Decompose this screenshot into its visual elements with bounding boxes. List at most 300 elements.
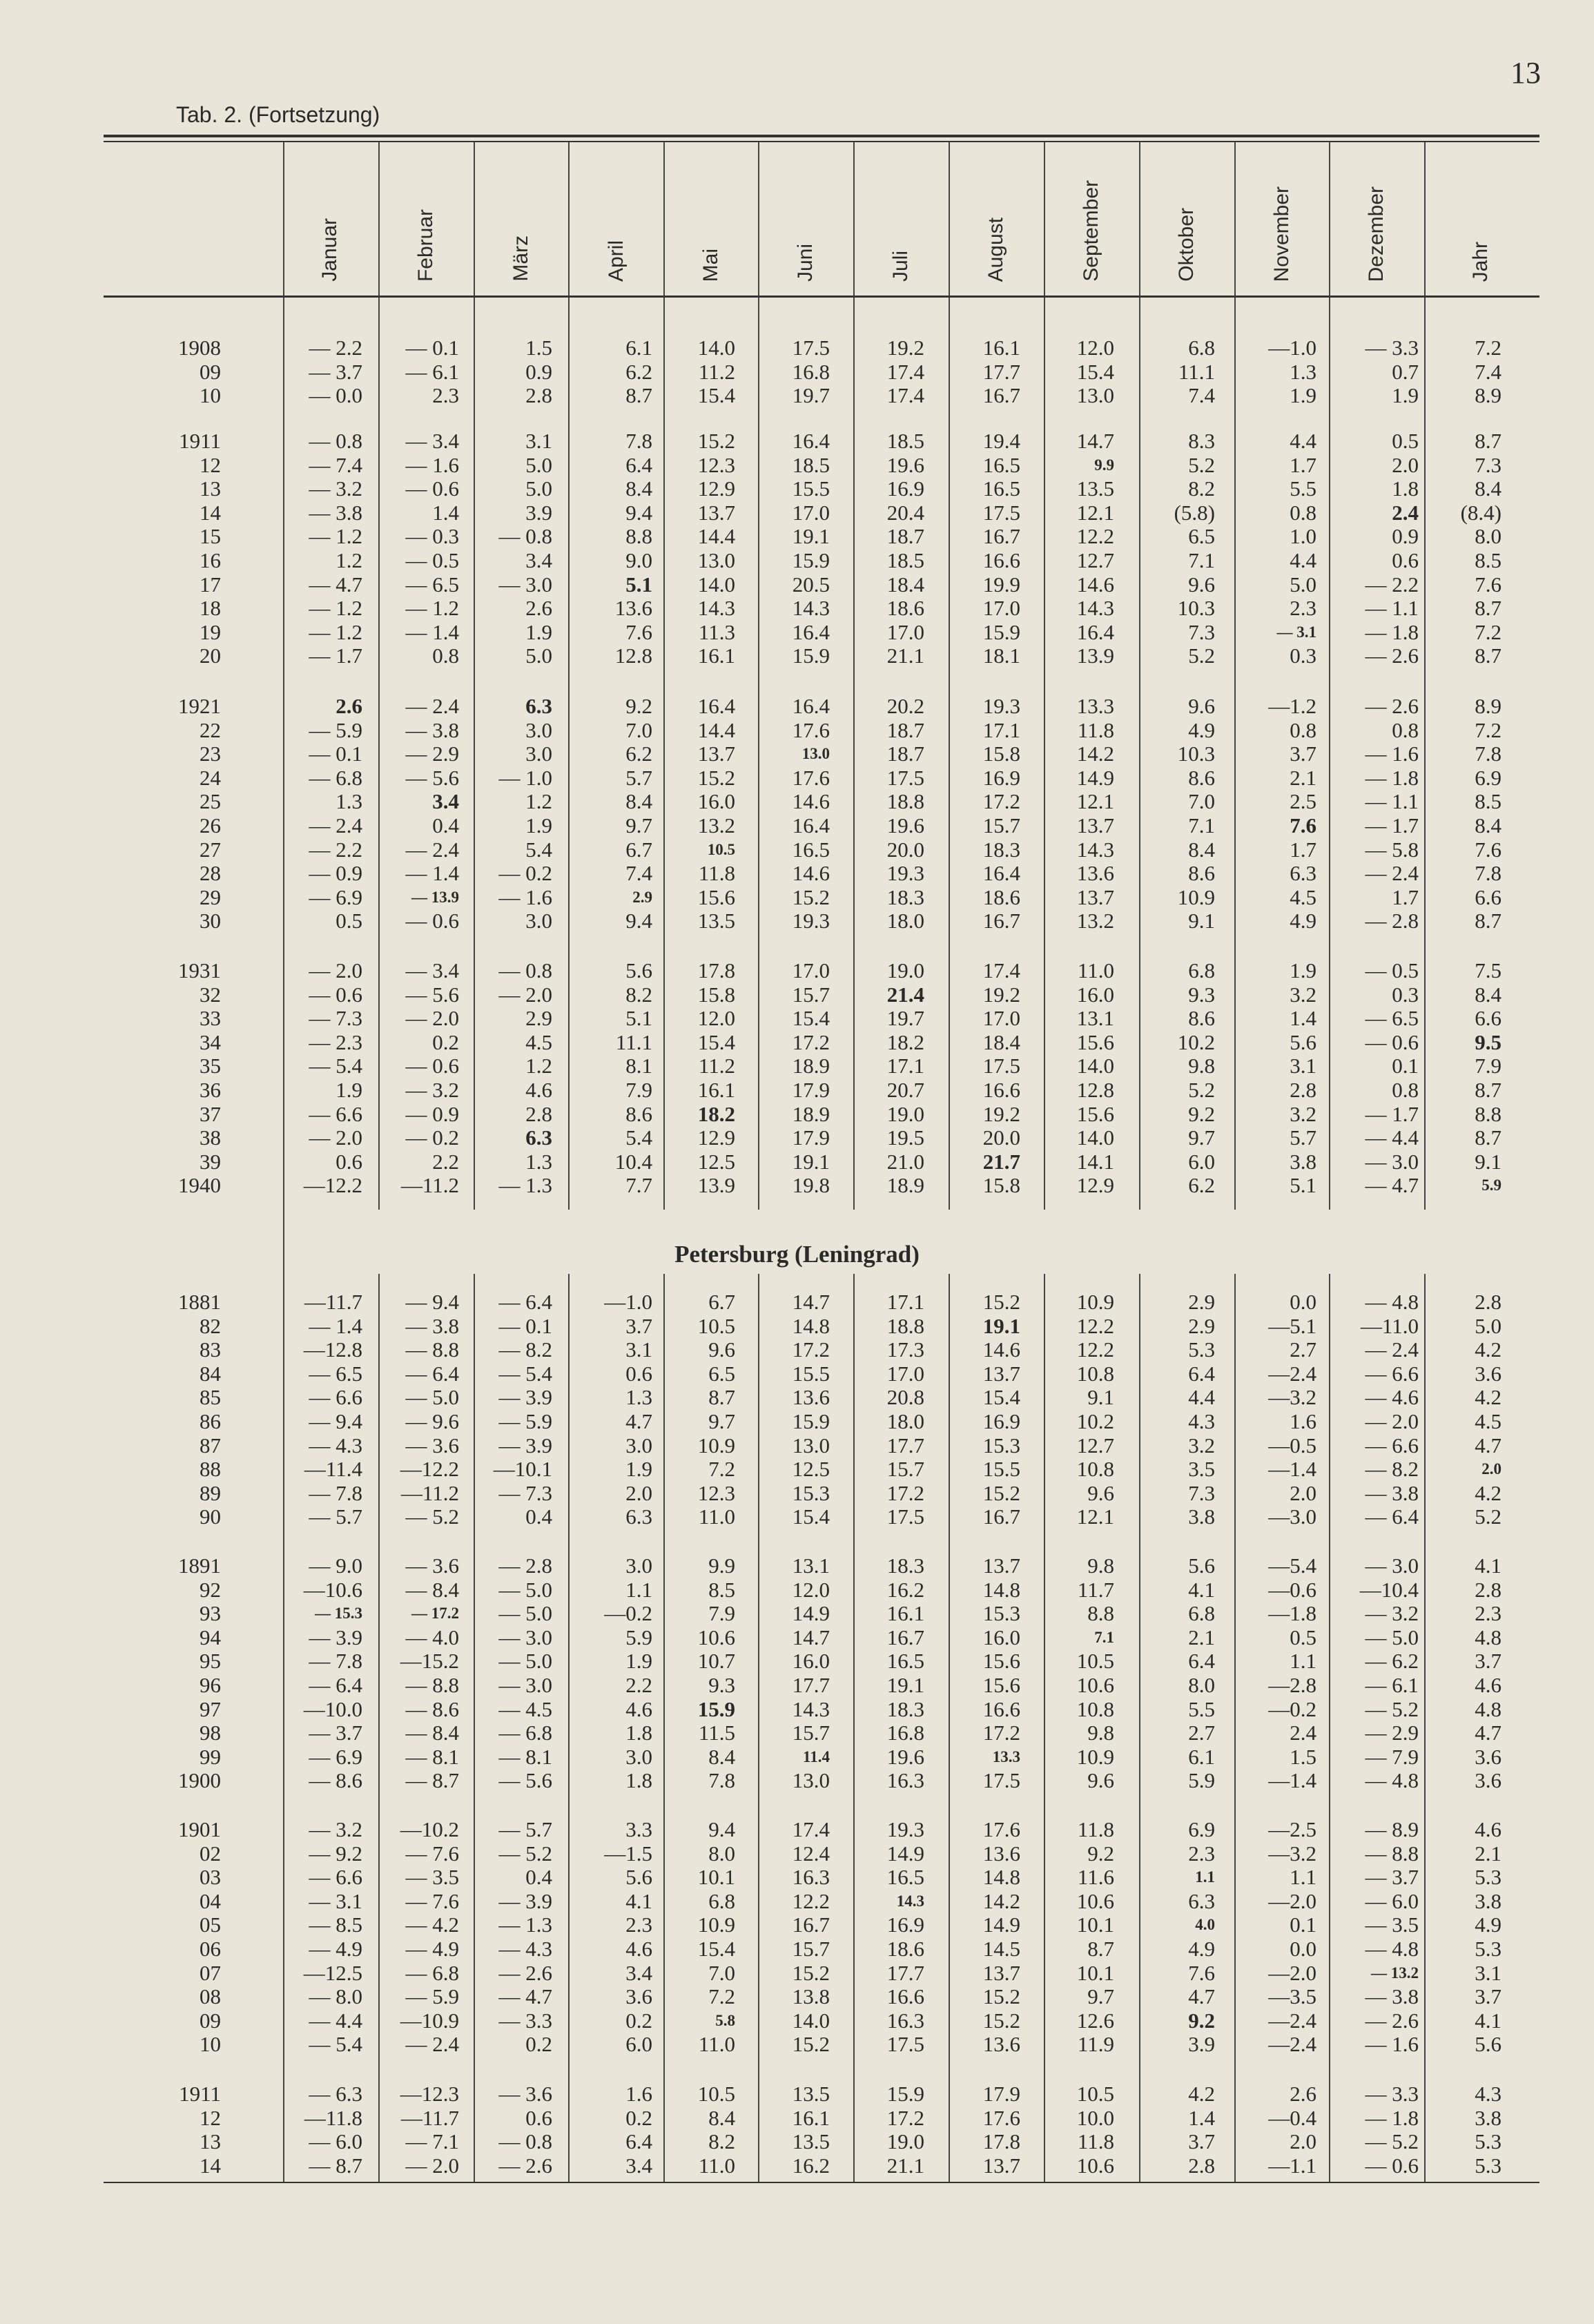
- table-row: [0, 837, 1594, 862]
- table-cell: — 1.8: [1365, 765, 1419, 790]
- table-cell: 3.1: [625, 1337, 652, 1362]
- year-label: 22: [200, 717, 221, 742]
- table-cell: 13.7: [982, 1553, 1020, 1578]
- table-cell: 9.5: [1475, 1029, 1501, 1054]
- table-cell: 15.7: [792, 982, 830, 1007]
- table-cell: 9.8: [1087, 1721, 1114, 1745]
- table-cell: 17.6: [792, 765, 830, 790]
- table-cell: 11.7: [1077, 1577, 1114, 1602]
- table-cell: 12.8: [1076, 1078, 1114, 1102]
- table-cell: 14.3: [1076, 837, 1114, 862]
- table-cell: 8.7: [1475, 596, 1501, 621]
- table-cell: — 6.0: [1365, 1888, 1419, 1913]
- table-row: [0, 1337, 1594, 1362]
- table-cell: 16.7: [982, 909, 1020, 933]
- table-cell: —2.4: [1268, 1361, 1316, 1386]
- table-cell: 5.0: [525, 452, 552, 477]
- table-row: [0, 1150, 1594, 1174]
- year-label: 1901: [178, 1817, 221, 1841]
- header-bottom-rule: [104, 296, 1539, 298]
- table-cell: 10.5: [707, 840, 735, 858]
- table-cell: —5.1: [1268, 1313, 1316, 1338]
- table-cell: 17.8: [697, 958, 735, 982]
- table-row: [0, 982, 1594, 1007]
- table-cell: — 1.3: [498, 1173, 552, 1198]
- table-row: [0, 643, 1594, 668]
- table-cell: — 5.6: [498, 1768, 552, 1793]
- table-cell: 15.4: [697, 383, 735, 408]
- table-cell: 15.9: [792, 548, 830, 572]
- table-cell: 6.2: [625, 742, 652, 766]
- table-cell: — 0.6: [309, 982, 362, 1007]
- year-label: 20: [200, 643, 221, 668]
- table-cell: 7.8: [708, 1768, 735, 1793]
- table-cell: 8.5: [1475, 789, 1501, 814]
- table-row: [0, 1078, 1594, 1102]
- year-label: 1911: [179, 2082, 221, 2106]
- table-cell: 7.6: [1475, 837, 1501, 862]
- table-cell: — 0.5: [1365, 958, 1419, 982]
- table-cell: — 2.4: [405, 2032, 459, 2057]
- table-cell: 7.8: [625, 429, 652, 453]
- table-cell: 17.7: [982, 359, 1020, 384]
- table-cell: — 1.7: [309, 643, 362, 668]
- table-cell: — 3.2: [1365, 1601, 1419, 1626]
- table-cell: 7.0: [625, 717, 652, 742]
- table-cell: 14.7: [792, 1625, 830, 1649]
- table-cell: 10.6: [1076, 2153, 1114, 2178]
- table-cell: 1.9: [625, 1649, 652, 1674]
- table-cell: 11.1: [615, 1029, 652, 1054]
- table-row: [0, 766, 1594, 790]
- table-cell: 8.7: [1087, 1937, 1114, 1961]
- table-cell: 2.4: [1290, 1721, 1316, 1745]
- table-cell: —11.2: [400, 1480, 459, 1505]
- table-cell: 16.9: [886, 476, 924, 501]
- table-cell: 15.2: [792, 2032, 830, 2057]
- table-cell: 2.7: [1188, 1721, 1215, 1745]
- table-cell: — 0.8: [309, 429, 362, 453]
- table-row: [0, 2129, 1594, 2153]
- table-cell: 7.9: [1475, 1054, 1501, 1078]
- table-cell: 18.8: [886, 1313, 924, 1338]
- table-cell: —1.0: [1268, 336, 1316, 360]
- table-cell: 8.8: [625, 524, 652, 549]
- table-cell: — 3.2: [309, 476, 362, 501]
- table-cell: 18.6: [886, 596, 924, 621]
- column-header-label: April: [605, 240, 628, 282]
- table-cell: — 3.0: [1365, 1553, 1419, 1578]
- table-cell: 19.9: [982, 572, 1020, 597]
- table-cell: — 8.7: [405, 1768, 459, 1793]
- table-cell: 4.1: [625, 1888, 652, 1913]
- year-label: 95: [200, 1649, 221, 1674]
- table-cell: — 2.8: [1365, 909, 1419, 933]
- table-cell: —1.8: [1268, 1601, 1316, 1626]
- table-cell: — 6.8: [498, 1721, 552, 1745]
- table-cell: 8.4: [1475, 982, 1501, 1007]
- column-header-label: November: [1270, 186, 1293, 282]
- table-cell: 14.5: [982, 1937, 1020, 1961]
- table-cell: 17.6: [982, 2105, 1020, 2130]
- table-cell: 8.7: [1475, 429, 1501, 453]
- table-cell: — 3.3: [498, 2008, 552, 2033]
- table-cell: 12.0: [792, 1577, 830, 1602]
- table-cell: 13.3: [1076, 694, 1114, 718]
- table-cell: —15.2: [400, 1649, 459, 1674]
- table-cell: 4.8: [1475, 1696, 1501, 1721]
- table-cell: 13.5: [792, 2082, 830, 2106]
- table-cell: 3.0: [525, 717, 552, 742]
- table-cell: 1.5: [525, 336, 552, 360]
- table-row: [0, 885, 1594, 909]
- table-cell: 14.9: [792, 1601, 830, 1626]
- table-cell: 18.9: [792, 1054, 830, 1078]
- table-cell: 5.2: [1475, 1504, 1501, 1529]
- year-label: 90: [200, 1504, 221, 1529]
- table-cell: — 8.0: [309, 1984, 362, 2009]
- table-cell: 15.4: [982, 1385, 1020, 1410]
- table-cell: — 1.4: [405, 619, 459, 644]
- table-cell: 15.5: [982, 1457, 1020, 1482]
- table-cell: 4.9: [1290, 909, 1316, 933]
- column-header-11: [1356, 130, 1397, 290]
- table-cell: 7.3: [1188, 619, 1215, 644]
- table-cell: 7.2: [708, 1984, 735, 2009]
- year-label: 28: [200, 861, 221, 886]
- table-cell: —1.1: [1268, 2153, 1316, 2178]
- year-label: 05: [200, 1913, 221, 1937]
- table-cell: 10.8: [1076, 1457, 1114, 1482]
- table-cell: — 4.9: [405, 1937, 459, 1961]
- table-cell: 11.0: [698, 2032, 735, 2057]
- table-cell: 15.3: [792, 1480, 830, 1505]
- table-cell: 3.0: [625, 1553, 652, 1578]
- table-cell: 16.8: [886, 1721, 924, 1745]
- table-row: [0, 2082, 1594, 2106]
- header-divider: [474, 142, 475, 296]
- column-header-4: [690, 130, 732, 290]
- year-label: 06: [200, 1937, 221, 1961]
- table-cell: 13.7: [697, 500, 735, 525]
- table-cell: 17.5: [886, 765, 924, 790]
- table-cell: 19.7: [792, 383, 830, 408]
- year-label: 10: [200, 2032, 221, 2057]
- table-cell: 0.6: [336, 1149, 362, 1174]
- table-cell: 4.6: [1475, 1673, 1501, 1697]
- table-cell: 1.1: [1195, 1868, 1215, 1886]
- table-cell: 2.0: [1290, 1480, 1316, 1505]
- table-row: [0, 1697, 1594, 1721]
- table-cell: 17.2: [886, 2105, 924, 2130]
- table-cell: 3.1: [1290, 1054, 1316, 1078]
- year-label: 1921: [178, 694, 221, 718]
- table-cell: 2.3: [1475, 1601, 1501, 1626]
- table-cell: 17.2: [982, 1721, 1020, 1745]
- table-cell: 17.9: [982, 2082, 1020, 2106]
- table-cell: 2.8: [525, 1101, 552, 1126]
- table-cell: 4.7: [1475, 1721, 1501, 1745]
- year-label: 92: [200, 1577, 221, 1602]
- table-cell: — 0.9: [405, 1101, 459, 1126]
- column-header-2: [500, 130, 542, 290]
- table-cell: — 5.4: [309, 2032, 362, 2057]
- table-cell: 6.9: [1475, 765, 1501, 790]
- table-cell: 9.0: [625, 548, 652, 572]
- table-cell: —1.5: [604, 1841, 652, 1866]
- table-cell: 6.8: [1188, 336, 1215, 360]
- table-cell: 14.9: [886, 1841, 924, 1866]
- table-cell: 19.0: [886, 958, 924, 982]
- table-cell: 13.0: [792, 1433, 830, 1458]
- table-cell: 20.0: [982, 1125, 1020, 1150]
- table-cell: 1.8: [625, 1768, 652, 1793]
- table-cell: 15.6: [697, 884, 735, 909]
- table-cell: 16.7: [982, 383, 1020, 408]
- table-cell: 1.9: [1290, 383, 1316, 408]
- table-cell: 1.3: [525, 1149, 552, 1174]
- header-divider: [1424, 142, 1426, 296]
- table-cell: 1.1: [1290, 1865, 1316, 1890]
- table-cell: 14.8: [982, 1865, 1020, 1890]
- table-cell: — 9.4: [309, 1409, 362, 1433]
- table-cell: 7.5: [1475, 958, 1501, 982]
- table-row: [0, 718, 1594, 742]
- table-cell: —0.2: [1268, 1696, 1316, 1721]
- table-cell: 7.0: [708, 1960, 735, 1985]
- table-cell: 15.8: [982, 742, 1020, 766]
- table-cell: 3.4: [625, 1960, 652, 1985]
- table-cell: — 6.6: [309, 1101, 362, 1126]
- table-cell: 6.1: [1188, 1744, 1215, 1769]
- table-cell: 11.0: [698, 2153, 735, 2178]
- table-cell: 17.0: [982, 596, 1020, 621]
- table-cell: 17.3: [886, 1337, 924, 1362]
- table-row: [0, 1768, 1594, 1792]
- year-label: 1931: [178, 958, 221, 982]
- table-cell: 2.2: [432, 1149, 459, 1174]
- table-row: [0, 1578, 1594, 1602]
- table-cell: 19.6: [886, 1744, 924, 1769]
- year-label: 1891: [178, 1553, 221, 1578]
- table-cell: 12.5: [697, 1149, 735, 1174]
- table-cell: 14.3: [896, 1892, 924, 1910]
- table-cell: 1.7: [1290, 837, 1316, 862]
- table-cell: 10.9: [697, 1433, 735, 1458]
- table-cell: (5.8): [1174, 500, 1215, 525]
- table-cell: 1.9: [1392, 383, 1419, 408]
- table-cell: 12.7: [1076, 1433, 1114, 1458]
- table-cell: — 2.6: [498, 1960, 552, 1985]
- year-label: 32: [200, 982, 221, 1007]
- table-cell: 10.5: [1076, 2082, 1114, 2106]
- table-cell: 14.4: [697, 524, 735, 549]
- table-row: [0, 1125, 1594, 1150]
- table-cell: 7.2: [1475, 717, 1501, 742]
- table-cell: 16.2: [792, 2153, 830, 2178]
- table-cell: — 0.6: [405, 1054, 459, 1078]
- header-divider: [758, 142, 759, 296]
- table-cell: 6.1: [625, 336, 652, 360]
- table-cell: — 3.9: [498, 1888, 552, 1913]
- table-cell: 12.0: [697, 1006, 735, 1031]
- table-cell: 16.4: [792, 429, 830, 453]
- table-cell: — 5.0: [405, 1385, 459, 1410]
- table-cell: 14.9: [982, 1913, 1020, 1937]
- table-cell: 5.5: [1290, 476, 1316, 501]
- table-cell: 9.4: [625, 500, 652, 525]
- table-cell: 8.1: [625, 1054, 652, 1078]
- table-cell: — 2.4: [405, 837, 459, 862]
- table-cell: 5.4: [525, 837, 552, 862]
- table-cell: 3.3: [625, 1817, 652, 1841]
- table-cell: 18.4: [982, 1029, 1020, 1054]
- table-cell: 19.3: [886, 1817, 924, 1841]
- table-row: [0, 336, 1594, 360]
- column-header-8: [1071, 130, 1112, 290]
- table-cell: 16.2: [886, 1577, 924, 1602]
- table-cell: 9.8: [1087, 1553, 1114, 1578]
- table-cell: — 7.8: [309, 1649, 362, 1674]
- table-cell: — 5.6: [405, 765, 459, 790]
- column-header-label: Januar: [318, 218, 341, 282]
- table-row: [0, 1290, 1594, 1314]
- table-cell: 16.4: [697, 694, 735, 718]
- table-cell: 5.9: [1481, 1176, 1501, 1194]
- year-label: 82: [200, 1313, 221, 1338]
- table-cell: —2.0: [1268, 1888, 1316, 1913]
- table-cell: 0.8: [1290, 500, 1316, 525]
- header-divider: [1139, 142, 1140, 296]
- table-cell: — 0.6: [405, 909, 459, 933]
- table-cell: — 6.4: [405, 1361, 459, 1386]
- table-cell: — 3.1: [1276, 623, 1316, 641]
- table-cell: 11.8: [1077, 1817, 1114, 1841]
- table-cell: 1.2: [336, 548, 362, 572]
- table-cell: 18.5: [886, 548, 924, 572]
- table-cell: 15.9: [792, 1409, 830, 1433]
- table-cell: 8.0: [1475, 524, 1501, 549]
- table-cell: — 6.2: [1365, 1649, 1419, 1674]
- year-label: 34: [200, 1029, 221, 1054]
- table-cell: — 7.6: [405, 1888, 459, 1913]
- table-cell: 2.8: [1475, 1290, 1501, 1314]
- table-cell: — 4.7: [1365, 1173, 1419, 1198]
- table-cell: — 3.6: [405, 1433, 459, 1458]
- table-cell: 21.4: [886, 982, 924, 1007]
- table-cell: — 3.2: [309, 1817, 362, 1841]
- table-cell: 14.6: [1076, 572, 1114, 597]
- table-cell: 0.5: [336, 909, 362, 933]
- table-cell: 12.7: [1076, 548, 1114, 572]
- table-cell: 7.1: [1188, 813, 1215, 837]
- table-cell: 2.6: [1290, 2082, 1316, 2106]
- table-cell: 17.5: [886, 2032, 924, 2057]
- table-cell: — 6.6: [1365, 1361, 1419, 1386]
- table-cell: 3.8: [1475, 1888, 1501, 1913]
- table-cell: —12.2: [400, 1457, 459, 1482]
- table-cell: 16.6: [982, 548, 1020, 572]
- year-label: 36: [200, 1078, 221, 1102]
- table-cell: — 3.4: [405, 958, 459, 982]
- table-cell: — 8.8: [1365, 1841, 1419, 1866]
- table-cell: 3.7: [1475, 1984, 1501, 2009]
- section-title: Petersburg (Leningrad): [674, 1241, 920, 1268]
- table-cell: — 4.9: [309, 1937, 362, 1961]
- table-cell: 0.1: [1392, 1054, 1419, 1078]
- table-cell: —0.4: [1268, 2105, 1316, 2130]
- table-cell: 7.8: [1475, 742, 1501, 766]
- table-cell: —10.0: [303, 1696, 362, 1721]
- table-cell: — 3.5: [1365, 1913, 1419, 1937]
- table-cell: 10.9: [1177, 884, 1215, 909]
- table-cell: 4.8: [1475, 1625, 1501, 1649]
- table-cell: 12.6: [1076, 2008, 1114, 2033]
- table-cell: 17.4: [886, 359, 924, 384]
- table-cell: 18.1: [982, 643, 1020, 668]
- table-cell: 19.3: [792, 909, 830, 933]
- table-cell: 18.4: [886, 572, 924, 597]
- table-cell: 19.2: [886, 336, 924, 360]
- table-cell: 10.4: [614, 1149, 652, 1174]
- table-cell: — 2.4: [1365, 1337, 1419, 1362]
- table-cell: — 0.1: [309, 742, 362, 766]
- table-cell: 15.8: [982, 1173, 1020, 1198]
- table-row: [0, 2032, 1594, 2056]
- table-cell: 4.9: [1188, 717, 1215, 742]
- table-cell: 17.4: [792, 1817, 830, 1841]
- table-cell: 17.2: [982, 789, 1020, 814]
- table-cell: 16.3: [792, 1865, 830, 1890]
- table-cell: 2.1: [1188, 1625, 1215, 1649]
- table-cell: 1.3: [336, 789, 362, 814]
- table-cell: — 7.3: [498, 1480, 552, 1505]
- table-cell: 7.0: [1188, 789, 1215, 814]
- table-cell: 18.8: [886, 789, 924, 814]
- table-cell: 17.2: [792, 1029, 830, 1054]
- table-cell: 2.0: [625, 1480, 652, 1505]
- table-cell: 15.2: [982, 2008, 1020, 2033]
- table-cell: — 15.3: [315, 1605, 362, 1623]
- year-label: 84: [200, 1361, 221, 1386]
- table-cell: 17.4: [982, 958, 1020, 982]
- table-cell: 5.0: [525, 643, 552, 668]
- table-row: [0, 1504, 1594, 1529]
- table-cell: — 8.2: [1365, 1457, 1419, 1482]
- table-cell: 18.7: [886, 524, 924, 549]
- table-cell: 11.0: [698, 1504, 735, 1529]
- table-cell: 1.3: [625, 1385, 652, 1410]
- table-cell: 8.7: [1475, 643, 1501, 668]
- table-cell: 0.3: [1392, 982, 1419, 1007]
- table-cell: 6.2: [1188, 1173, 1215, 1198]
- table-cell: — 3.0: [498, 572, 552, 597]
- column-header-12: [1460, 130, 1501, 290]
- table-cell: — 3.9: [309, 1625, 362, 1649]
- table-cell: 13.5: [1076, 476, 1114, 501]
- table-cell: 3.9: [1188, 2032, 1215, 2057]
- table-cell: 7.2: [1475, 619, 1501, 644]
- table-cell: —3.0: [1268, 1504, 1316, 1529]
- year-label: 39: [200, 1149, 221, 1174]
- table-cell: 0.5: [1392, 429, 1419, 453]
- table-cell: — 6.3: [309, 2082, 362, 2106]
- table-cell: —11.7: [400, 2105, 459, 2130]
- table-cell: 0.8: [432, 643, 459, 668]
- year-label: 1881: [178, 1290, 221, 1314]
- table-cell: 19.2: [982, 1101, 1020, 1126]
- year-label: 1900: [178, 1768, 221, 1793]
